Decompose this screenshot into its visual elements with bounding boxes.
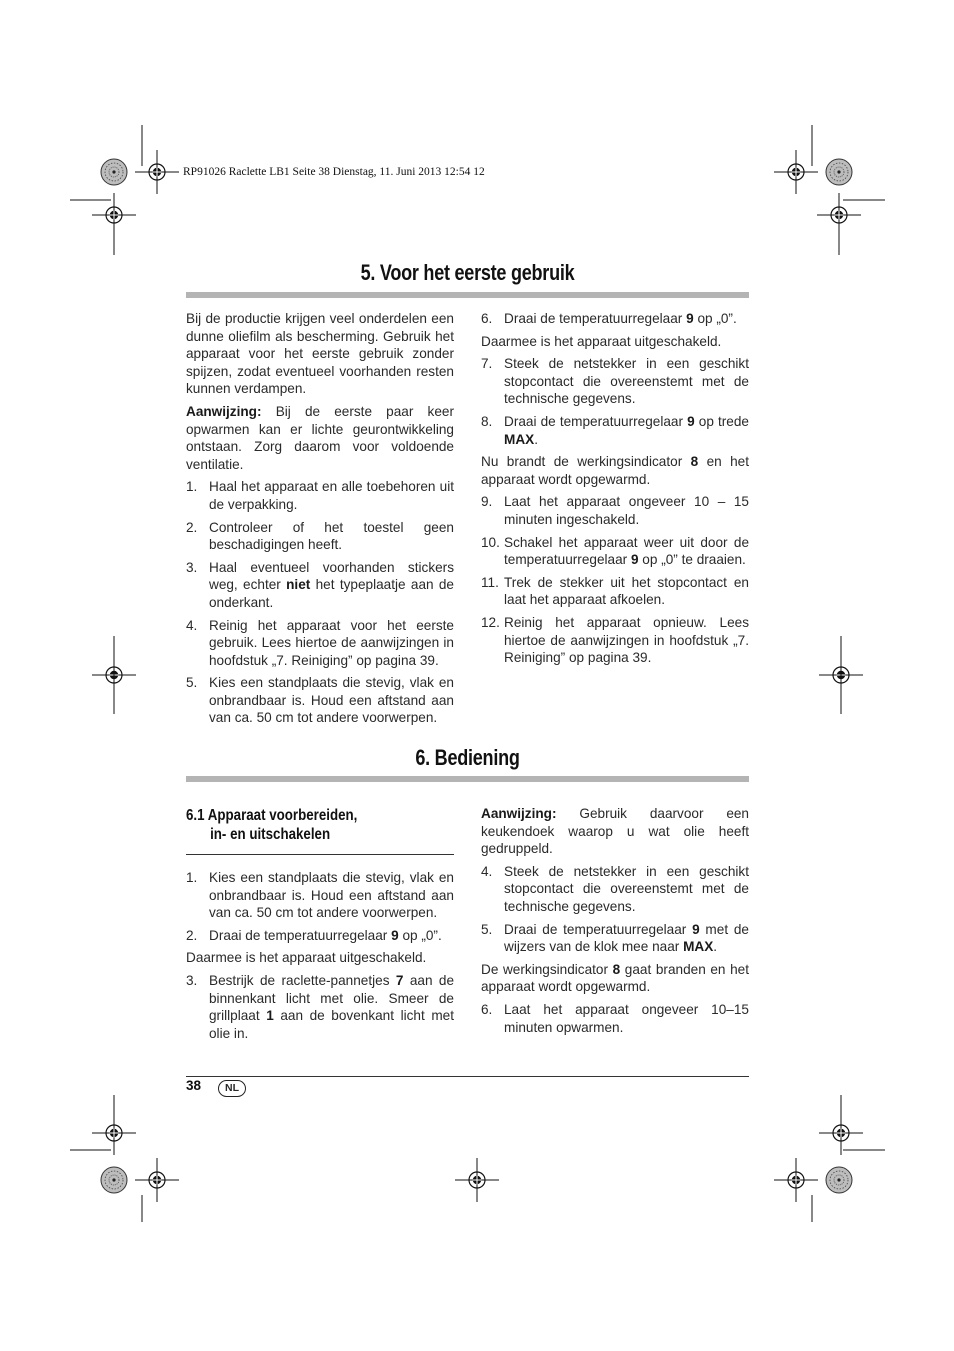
list-item: 5. Kies een standplaats die stevig, vlak en onbrandbaar is. Houd een aftstand aan van ca. 50 cm tot andere voorwerpen.	[186, 675, 454, 726]
sub-heading-rule	[186, 854, 454, 855]
list-item: 3. Bestrijk de raclette-pannetjes 7 aan de binnenkant licht met olie. Smeer de grillplaat 1 aan de bovenkant licht met olie in.	[186, 972, 455, 1041]
section-5-title: 5. Voor het eerste gebruik	[360, 260, 575, 285]
list-item: 4. Reinig het apparaat voor het eerste gebruik. Lees hiertoe de aanwijzingen in hoofdstuk „7. Reiniging” op pagina 39.	[186, 617, 454, 668]
section-5-rule	[186, 292, 749, 298]
section-6-left-column	[186, 806, 454, 1047]
list-item: 1. Haal het apparaat en alle toebehoren uit de verpakking.	[186, 479, 454, 512]
section-6-right-column	[481, 805, 749, 1041]
list-item: 4. Steek de netstekker in een geschikt stopcontact die overeenstemt met de technische gegevens.	[481, 863, 749, 914]
list-item-continuation: Nu brandt de werkingsindicator 8 en het apparaat wordt opgewarmd.	[481, 454, 750, 487]
list-item-continuation: De werkingsindicator 8 gaat branden en het apparaat wordt opgewarmd.	[481, 961, 749, 995]
section-6-title: 6. Bediening	[415, 745, 520, 770]
list-item: 6. Laat het apparaat ongeveer 10–15 minuten opwarmen.	[481, 1001, 749, 1035]
note-paragraph	[186, 403, 454, 473]
list-item: 3. Haal eventueel voorhanden stickers weg, echter niet het typeplaatje aan de onderkant.	[186, 559, 454, 610]
list-item: 2. Draai de temperatuurregelaar 9 op „0”.	[186, 927, 442, 943]
list-item: 9. Laat het apparaat ongeveer 10 – 15 minuten ingeschakeld.	[481, 494, 749, 527]
footer-rule	[186, 1076, 749, 1077]
page-number: 38	[186, 1078, 202, 1093]
sub-heading: 6.1 Apparaat voorbereiden, in- en uitschakelen	[186, 807, 358, 843]
list-item: 7. Steek de netstekker in een geschikt stopcontact die overeenstemt met de technische gegevens.	[481, 356, 749, 407]
list-item: 5. Draai de temperatuurregelaar 9 met de wijzers van de klok mee naar MAX.	[481, 921, 749, 955]
list-item: 12. Reinig het apparaat opnieuw. Lees hiertoe de aanwijzingen in hoofdstuk „7. Reiniging” op pagina 39.	[481, 614, 749, 666]
note-text: Bij de eerste paar keer opwarmen kan er lichte geurontwikkeling ontstaan. Zorg daarom voor voldoende ventilatie.	[186, 403, 454, 472]
list-item: 11. Trek de stekker uit het stopcontact en laat het apparaat afkoelen.	[481, 574, 749, 608]
list-item: 10. Schakel het apparaat weer uit door de temperatuurregelaar 9 op „0” te draaien.	[481, 534, 749, 568]
list-item: 6. Draai de temperatuurregelaar 9 op „0”.	[481, 311, 737, 326]
list-item-continuation: Daarmee is het apparaat uitgeschakeld.	[186, 950, 427, 966]
print-header: RP91026 Raclette LB1 Seite 38 Dienstag, 11. Juni 2013 12:54 12	[183, 166, 485, 178]
list-item-continuation: Daarmee is het apparaat uitgeschakeld.	[481, 333, 722, 349]
note-label: Aanwijzing:	[186, 403, 262, 419]
intro-paragraph: Bij de productie krijgen veel onderdelen een dunne oliefilm als bescherming. Gebruik het apparaat voor het eerste gebruik zonder spijzen, zodat eventueel voorhanden resten kunnen verdampen.	[186, 311, 454, 397]
list-item: 1. Kies een standplaats die stevig, vlak en onbrandbaar is. Houd een aftstand aan van ca. 50 cm tot andere voorwerpen.	[186, 870, 454, 921]
list-item: 2. Controleer of het toestel geen beschadigingen heeft.	[186, 519, 454, 553]
note-paragraph: Aanwijzing: Gebruik daarvoor een keukendoek waarop u wat olie heeft gedruppeld.	[481, 806, 749, 857]
language-badge: NL	[218, 1080, 246, 1097]
list-item: 8. Draai de temperatuurregelaar 9 op trede MAX.	[481, 413, 749, 447]
section-5-left-column	[186, 310, 454, 732]
section-5-right-column	[481, 310, 749, 672]
section-6-rule	[186, 776, 749, 782]
